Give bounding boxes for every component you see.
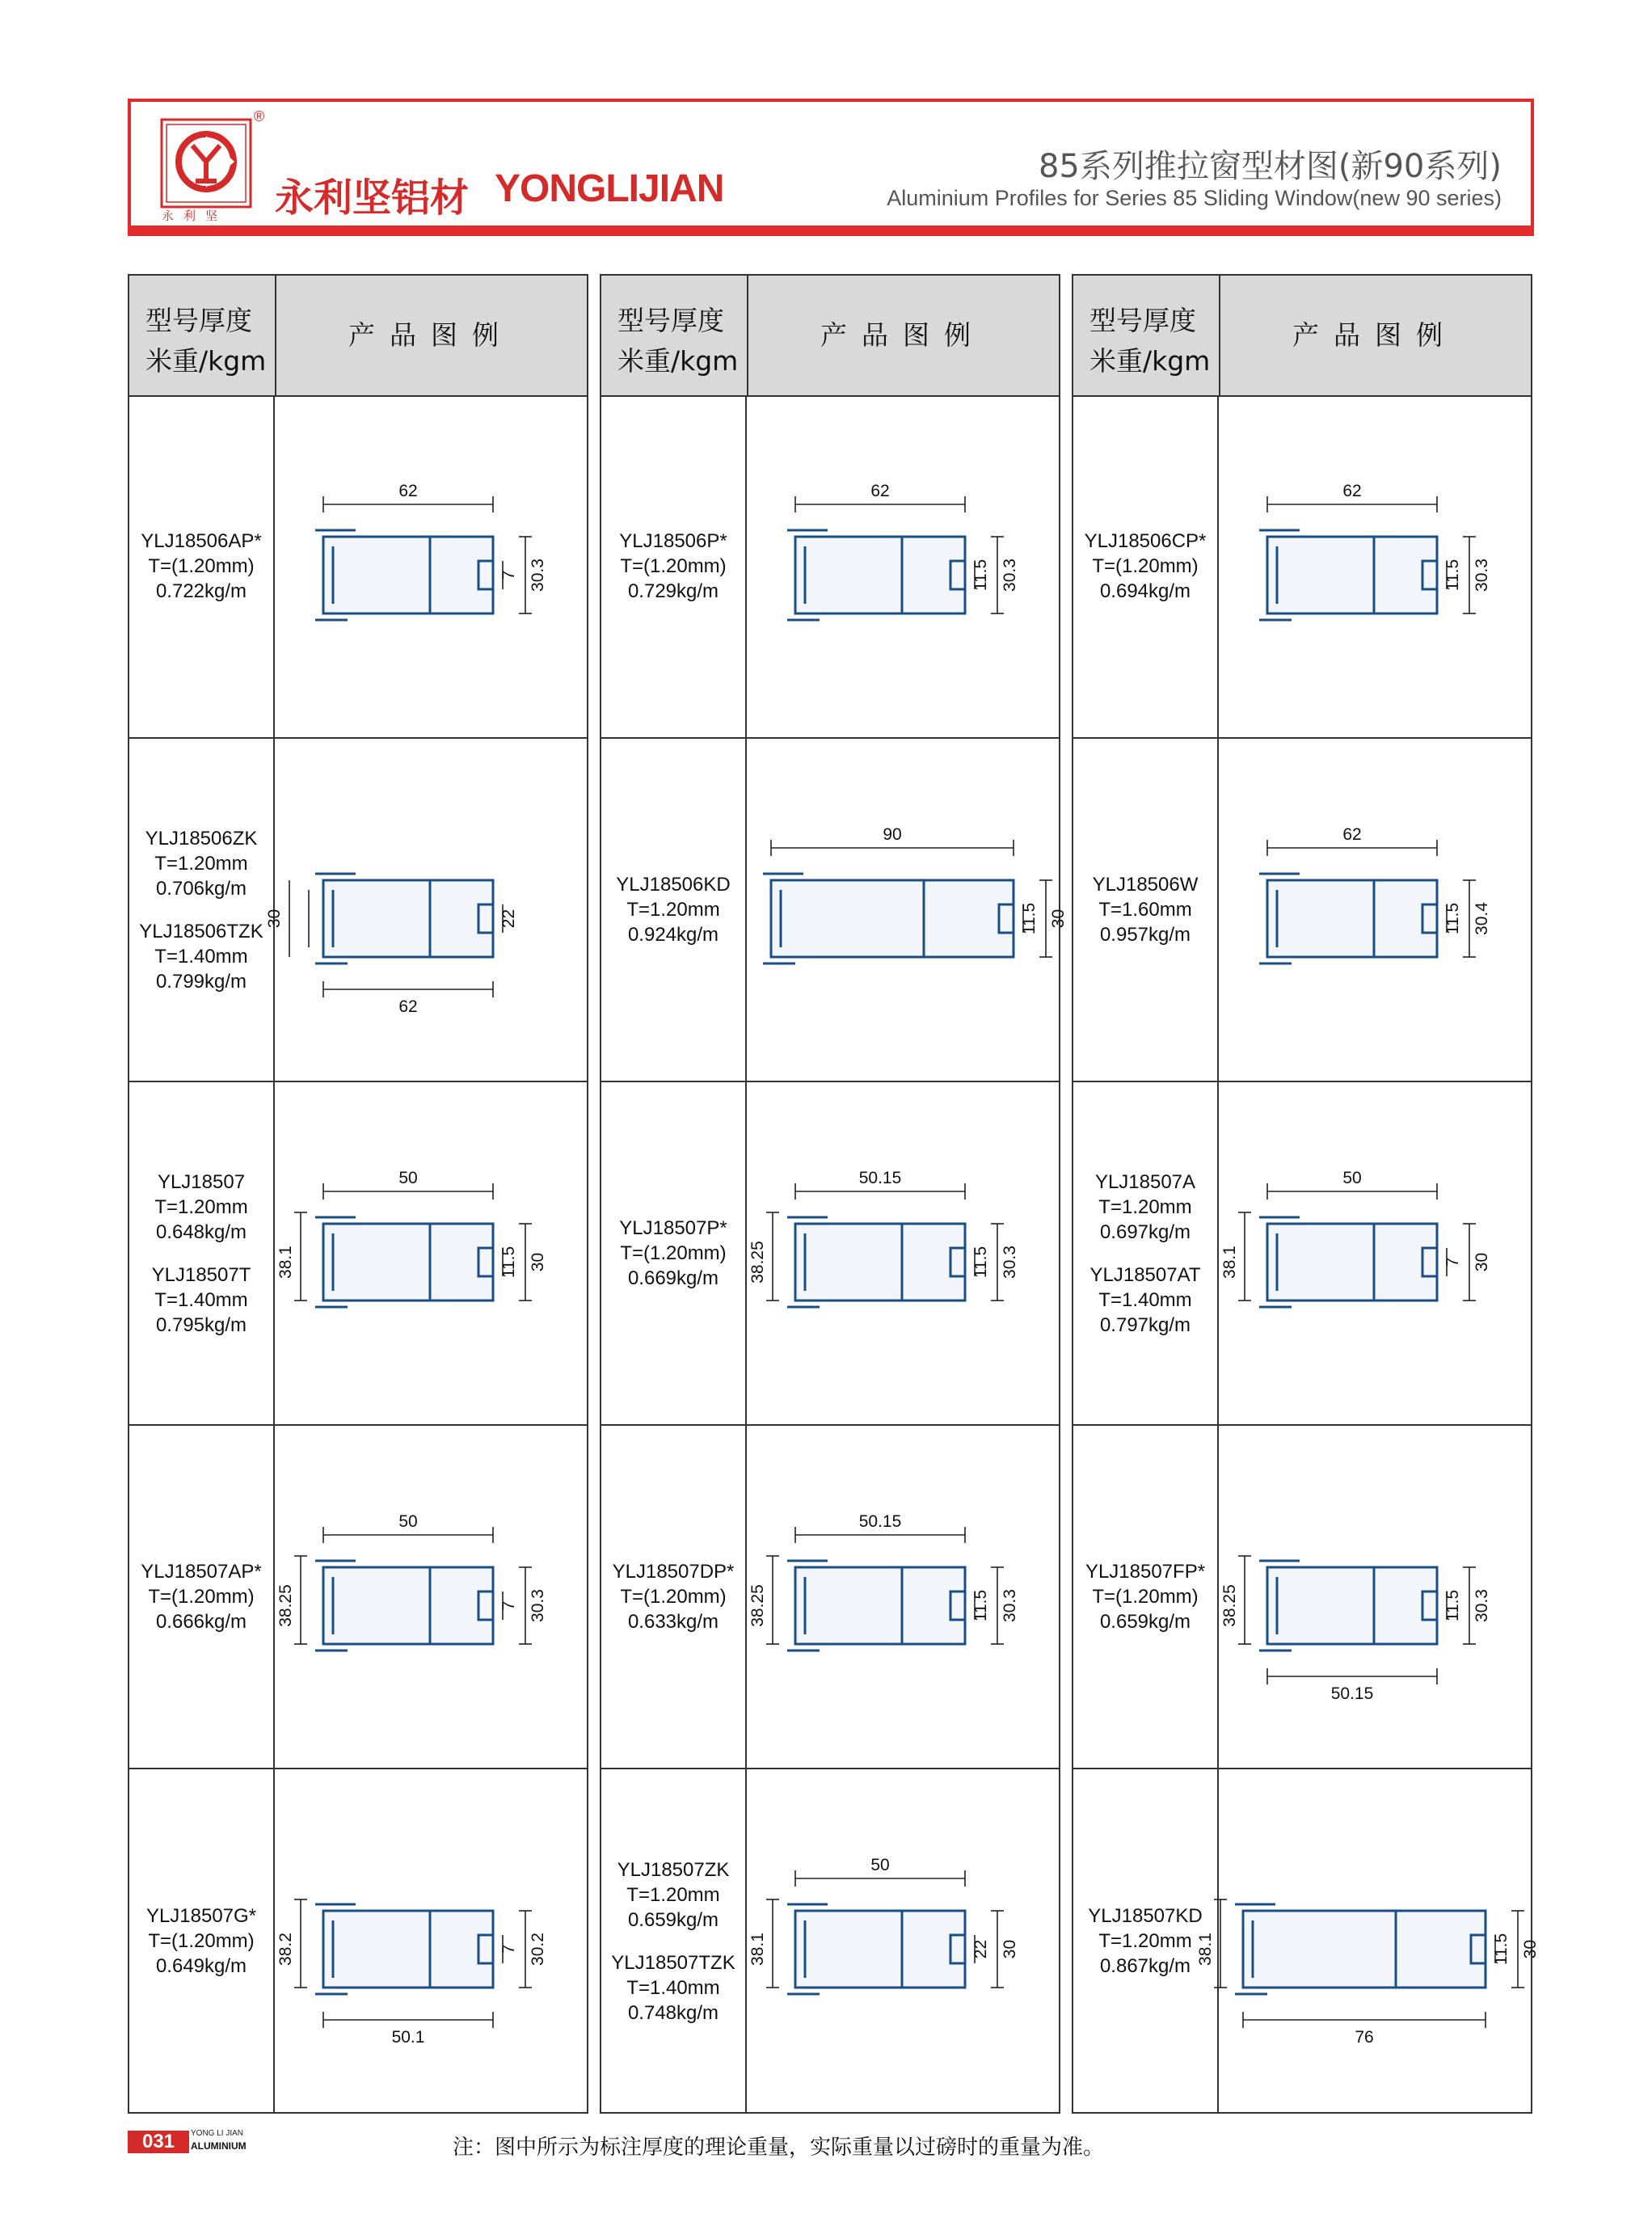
spec-group (141, 529, 261, 604)
dim-inner-label: 7 (499, 570, 518, 580)
profile-drawing (747, 1769, 1059, 2113)
thickness: T=(1.20mm) (620, 555, 727, 577)
dim-height-label: 30 (1473, 1252, 1491, 1272)
spec-group (619, 529, 727, 604)
dim-width-label: 76 (1355, 2028, 1374, 2047)
weight-per-meter: 0.694kg/m (1099, 580, 1191, 602)
table-header (601, 276, 1059, 397)
brand-logo-icon (160, 118, 252, 209)
profile-outline (1267, 1224, 1437, 1301)
spec-cell (129, 1082, 275, 1424)
spec-group (1085, 1559, 1205, 1634)
profile-cross-section-icon (747, 1769, 1059, 2113)
dim-left-label: 38.1 (276, 1246, 295, 1279)
thickness: T=1.40mm (154, 945, 248, 968)
model-code: YLJ18507TZK (611, 1951, 735, 1974)
profile-cross-section-icon (1196, 1769, 1540, 2113)
model-code: YLJ18506P* (619, 530, 727, 552)
spec-cell (601, 1769, 747, 2113)
thickness: T=1.20mm (154, 1195, 248, 1218)
brand-name-cn: 永利坚铝材 (275, 175, 470, 221)
model-code: YLJ18506W (1092, 874, 1199, 896)
spec-group (1093, 872, 1199, 947)
thickness: T=1.60mm (1098, 899, 1192, 921)
profile-outline (1267, 880, 1437, 957)
spec-group (611, 1950, 735, 2026)
page-title-en: Aluminium Profiles for Series 85 Sliding Window(new 90 series) (887, 186, 1502, 210)
dim-left-label: 38.1 (1220, 1246, 1239, 1279)
page-title-cn: 85系列推拉窗型材图(新90系列) (1038, 148, 1502, 185)
header-model-weight (1073, 276, 1220, 395)
table-row (601, 1426, 1059, 1769)
spec-group (1088, 1903, 1202, 1979)
thickness: T=1.20mm (626, 899, 720, 921)
spec-cell (1073, 739, 1219, 1081)
spec-cell (601, 1082, 747, 1424)
profile-outline (771, 880, 1014, 957)
weight-per-meter: 0.659kg/m (627, 1908, 719, 1931)
profile-drawing (275, 1769, 587, 2113)
weight-per-meter: 0.666kg/m (155, 1611, 247, 1633)
weight-per-meter: 0.722kg/m (155, 580, 247, 602)
profile-outline (323, 1224, 493, 1301)
dim-width-label: 50.15 (1330, 1684, 1374, 1703)
table-row (129, 1769, 587, 2113)
dim-width-label: 62 (870, 482, 890, 500)
spec-cell (1073, 1082, 1219, 1424)
dim-height-label: 30.3 (1473, 559, 1491, 592)
dim-inner-label: 11.5 (1443, 902, 1462, 935)
model-code: YLJ18506TZK (139, 920, 263, 942)
profile-drawing (275, 1426, 587, 1768)
profile-drawing (747, 739, 1068, 1081)
dim-width-label: 50 (398, 1512, 418, 1531)
spec-group (619, 1216, 727, 1291)
header-red-bar (131, 226, 1531, 233)
model-code: YLJ18507FP* (1085, 1561, 1206, 1583)
header-product-figure: 产品图例 (1292, 319, 1457, 351)
profile-cross-section-icon (1219, 1426, 1531, 1769)
table-row (129, 1082, 587, 1426)
model-code: YLJ18507P* (619, 1217, 727, 1239)
model-code: YLJ18507DP* (612, 1561, 735, 1583)
weight-per-meter: 0.633kg/m (627, 1611, 719, 1633)
dim-left-label: 38.2 (276, 1933, 295, 1966)
profile-cross-section-icon (275, 1769, 587, 2113)
table-panel-1 (128, 274, 588, 2114)
profile-outline (795, 537, 965, 613)
thickness: T=(1.20mm) (620, 1586, 727, 1608)
profile-drawing (275, 1082, 587, 1424)
dim-inner-label: 11.5 (1492, 1933, 1511, 1966)
dim-outer-label: 30 (265, 909, 284, 929)
dim-height-label: 30.3 (1001, 1246, 1019, 1279)
dim-height-label: 30 (1049, 909, 1068, 929)
header-model-label: 型号厚度 (617, 305, 724, 336)
dim-height-label: 30.3 (1001, 559, 1019, 592)
table-header (129, 276, 587, 397)
spec-cell (1073, 1426, 1219, 1768)
profile-outline (1267, 1567, 1437, 1644)
profile-outline (323, 537, 493, 613)
dim-height-label: 30.3 (529, 1589, 547, 1622)
model-code: YLJ18507 (157, 1170, 246, 1193)
dim-height-label: 30.3 (1473, 1589, 1491, 1622)
page-header (128, 99, 1534, 236)
weight-per-meter: 0.649kg/m (155, 1955, 247, 1977)
logo-caption: 永利坚 (162, 209, 228, 223)
model-code: YLJ18506AP* (141, 530, 262, 552)
profile-outline (795, 1224, 965, 1301)
table-row (601, 395, 1059, 739)
weight-per-meter: 0.706kg/m (155, 877, 247, 900)
thickness: T=(1.20mm) (148, 1930, 255, 1952)
header-weight-label: 米重/kgm (1089, 345, 1211, 377)
profile-drawing (1219, 739, 1531, 1081)
model-code: YLJ18506ZK (145, 827, 258, 850)
spec-group (154, 1170, 247, 1245)
thickness: T=1.40mm (1098, 1288, 1192, 1311)
weight-per-meter: 0.795kg/m (155, 1313, 247, 1336)
table-row (129, 1426, 587, 1769)
weight-per-meter: 0.924kg/m (627, 924, 719, 946)
table-row (129, 395, 587, 739)
model-code: YLJ18507ZK (617, 1858, 730, 1881)
weight-per-meter: 0.669kg/m (627, 1267, 719, 1289)
thickness: T=1.20mm (626, 1883, 720, 1906)
table-row (1073, 1082, 1531, 1426)
registered-mark: ® (254, 108, 265, 124)
spec-group (145, 826, 258, 901)
dim-inner-label: 11.5 (1443, 559, 1462, 592)
footer-brand-line1: YONG LI JIAN (191, 2129, 244, 2138)
weight-per-meter: 0.659kg/m (1099, 1611, 1191, 1633)
table-panel-3 (1072, 274, 1540, 2114)
footer-note: 注：图中所示为标注厚度的理论重量，实际重量以过磅时的重量为准。 (453, 2135, 1105, 2160)
profile-cross-section-icon (275, 1426, 587, 1769)
profile-cross-section-icon (1219, 1082, 1531, 1426)
header-model-label: 型号厚度 (145, 305, 252, 336)
weight-per-meter: 0.748kg/m (627, 2001, 719, 2024)
table-row (601, 1769, 1059, 2113)
model-code: YLJ18507KD (1088, 1905, 1203, 1927)
dim-height-label: 30.3 (1001, 1589, 1019, 1622)
profile-outline (795, 1567, 965, 1644)
header-weight-label: 米重/kgm (145, 345, 267, 377)
profile-cross-section-icon (747, 1426, 1059, 1769)
dim-width-label: 62 (1342, 482, 1362, 500)
dim-width-label: 62 (1342, 825, 1362, 844)
dim-left-label: 38.25 (276, 1584, 295, 1627)
spec-cell (129, 739, 275, 1081)
spec-group (146, 1903, 256, 1979)
dim-left-label: 38.25 (1220, 1584, 1239, 1627)
thickness: T=(1.20mm) (148, 555, 255, 577)
profile-cross-section-icon (265, 739, 587, 1082)
weight-per-meter: 0.648kg/m (155, 1221, 247, 1243)
header-model-weight (129, 276, 276, 395)
dim-inner-label: 11.5 (1020, 902, 1039, 935)
profile-drawing (1219, 1426, 1531, 1768)
model-code: YLJ18507A (1094, 1170, 1196, 1193)
brand-name-en: YONGLIJIAN (495, 167, 724, 210)
profile-drawing (1219, 395, 1531, 737)
dim-width-label: 90 (883, 825, 902, 844)
weight-per-meter: 0.729kg/m (627, 580, 719, 602)
profile-drawing (275, 395, 587, 737)
profile-drawing (265, 739, 587, 1081)
thickness: T=1.20mm (1098, 1195, 1192, 1218)
page-number: 031 (128, 2131, 189, 2153)
thickness: T=1.20mm (1098, 1930, 1192, 1952)
model-code: YLJ18506CP* (1084, 530, 1207, 552)
model-code: YLJ18506KD (616, 874, 731, 896)
dim-width-label: 50 (398, 1169, 418, 1187)
dim-inner-label: 11.5 (499, 1246, 518, 1279)
weight-per-meter: 0.867kg/m (1099, 1955, 1191, 1977)
table-row (601, 1082, 1059, 1426)
model-code: YLJ18507G* (145, 1905, 257, 1927)
dim-height-label: 30 (1521, 1939, 1540, 1959)
table-row (1073, 395, 1531, 739)
thickness: T=(1.20mm) (1092, 555, 1199, 577)
model-code: YLJ18507AT (1089, 1263, 1201, 1286)
model-code: YLJ18507AP* (141, 1561, 262, 1583)
profile-outline (323, 1911, 493, 1988)
dim-width-label: 50 (870, 1856, 890, 1874)
spec-group (1085, 529, 1207, 604)
weight-per-meter: 0.797kg/m (1099, 1313, 1191, 1336)
spec-group (139, 919, 263, 994)
dim-width-label: 50.15 (858, 1512, 902, 1531)
weight-per-meter: 0.957kg/m (1099, 924, 1191, 946)
thickness: T=1.40mm (154, 1288, 248, 1311)
dim-inner-label: 11.5 (971, 559, 990, 592)
dim-height-label: 30.4 (1473, 902, 1491, 935)
dim-left-label: 38.25 (748, 1241, 767, 1284)
dim-inner-label: 22 (971, 1939, 990, 1959)
footer-brand-line2: ALUMINIUM (191, 2140, 247, 2152)
profile-drawing (1196, 1769, 1540, 2113)
thickness: T=1.40mm (626, 1976, 720, 1999)
table-row (601, 739, 1068, 1082)
dim-width-label: 62 (398, 997, 418, 1016)
header-weight-label: 米重/kgm (617, 345, 739, 377)
weight-per-meter: 0.697kg/m (1099, 1221, 1191, 1243)
dim-left-label: 38.1 (748, 1933, 767, 1966)
weight-per-meter: 0.799kg/m (155, 970, 247, 993)
header-product-figure: 产品图例 (820, 319, 985, 351)
profile-cross-section-icon (275, 395, 587, 739)
dim-inner-label: 7 (499, 1944, 518, 1954)
spec-cell (601, 395, 747, 737)
profile-outline (323, 1567, 493, 1644)
dim-width-label: 50 (1342, 1169, 1362, 1187)
profile-drawing (747, 1426, 1059, 1768)
spec-cell (601, 739, 747, 1081)
profile-cross-section-icon (1219, 739, 1531, 1082)
dim-inner-label: 22 (499, 909, 518, 929)
spec-cell (129, 395, 275, 737)
profile-cross-section-icon (1219, 395, 1531, 739)
dim-inner-label: 11.5 (971, 1589, 990, 1622)
spec-cell (129, 1769, 275, 2113)
dim-height-label: 30 (1001, 1939, 1019, 1959)
dim-inner-label: 7 (499, 1600, 518, 1611)
table-row (1073, 739, 1531, 1082)
dim-inner-label: 11.5 (971, 1246, 990, 1279)
profile-outline (323, 880, 493, 957)
profile-drawing (747, 395, 1059, 737)
dim-width-label: 50.15 (858, 1169, 902, 1187)
thickness: T=(1.20mm) (620, 1242, 727, 1264)
spec-group (1090, 1263, 1201, 1338)
spec-cell (601, 1426, 747, 1768)
dim-height-label: 30.2 (529, 1933, 547, 1966)
header-product-figure: 产品图例 (348, 319, 513, 351)
thickness: T=(1.20mm) (148, 1586, 255, 1608)
spec-cell (129, 1426, 275, 1768)
table-row (129, 739, 587, 1082)
dim-left-label: 38.25 (748, 1584, 767, 1627)
profile-drawing (747, 1082, 1059, 1424)
table-panel-2 (600, 274, 1068, 2114)
dim-left-label: 38.1 (1196, 1933, 1215, 1966)
spec-group (616, 872, 730, 947)
spec-group (617, 1857, 730, 1933)
dim-inner-label: 11.5 (1443, 1589, 1462, 1622)
table-row (1073, 1769, 1540, 2113)
profile-outline (1243, 1911, 1486, 1988)
spec-group (1095, 1170, 1195, 1245)
header-model-label: 型号厚度 (1089, 305, 1196, 336)
thickness: T=(1.20mm) (1092, 1586, 1199, 1608)
profile-drawing (1219, 1082, 1531, 1424)
profile-cross-section-icon (275, 1082, 587, 1426)
dim-height-label: 30.3 (529, 559, 547, 592)
profile-cross-section-icon (747, 739, 1068, 1082)
profile-cross-section-icon (747, 395, 1059, 739)
thickness: T=1.20mm (154, 852, 248, 875)
table-row (1073, 1426, 1531, 1769)
spec-group (141, 1559, 261, 1634)
model-code: YLJ18507T (151, 1263, 251, 1286)
profile-outline (1267, 537, 1437, 613)
dim-width-label: 62 (398, 482, 418, 500)
spec-group (152, 1263, 251, 1338)
profile-outline (795, 1911, 965, 1988)
dim-inner-label: 7 (1443, 1257, 1462, 1267)
header-model-weight (601, 276, 748, 395)
table-header (1073, 276, 1531, 397)
spec-cell (1073, 395, 1219, 737)
profile-cross-section-icon (747, 1082, 1059, 1426)
spec-group (613, 1559, 735, 1634)
dim-height-label: 30 (529, 1252, 547, 1272)
dim-width-label: 50.1 (391, 2028, 425, 2047)
